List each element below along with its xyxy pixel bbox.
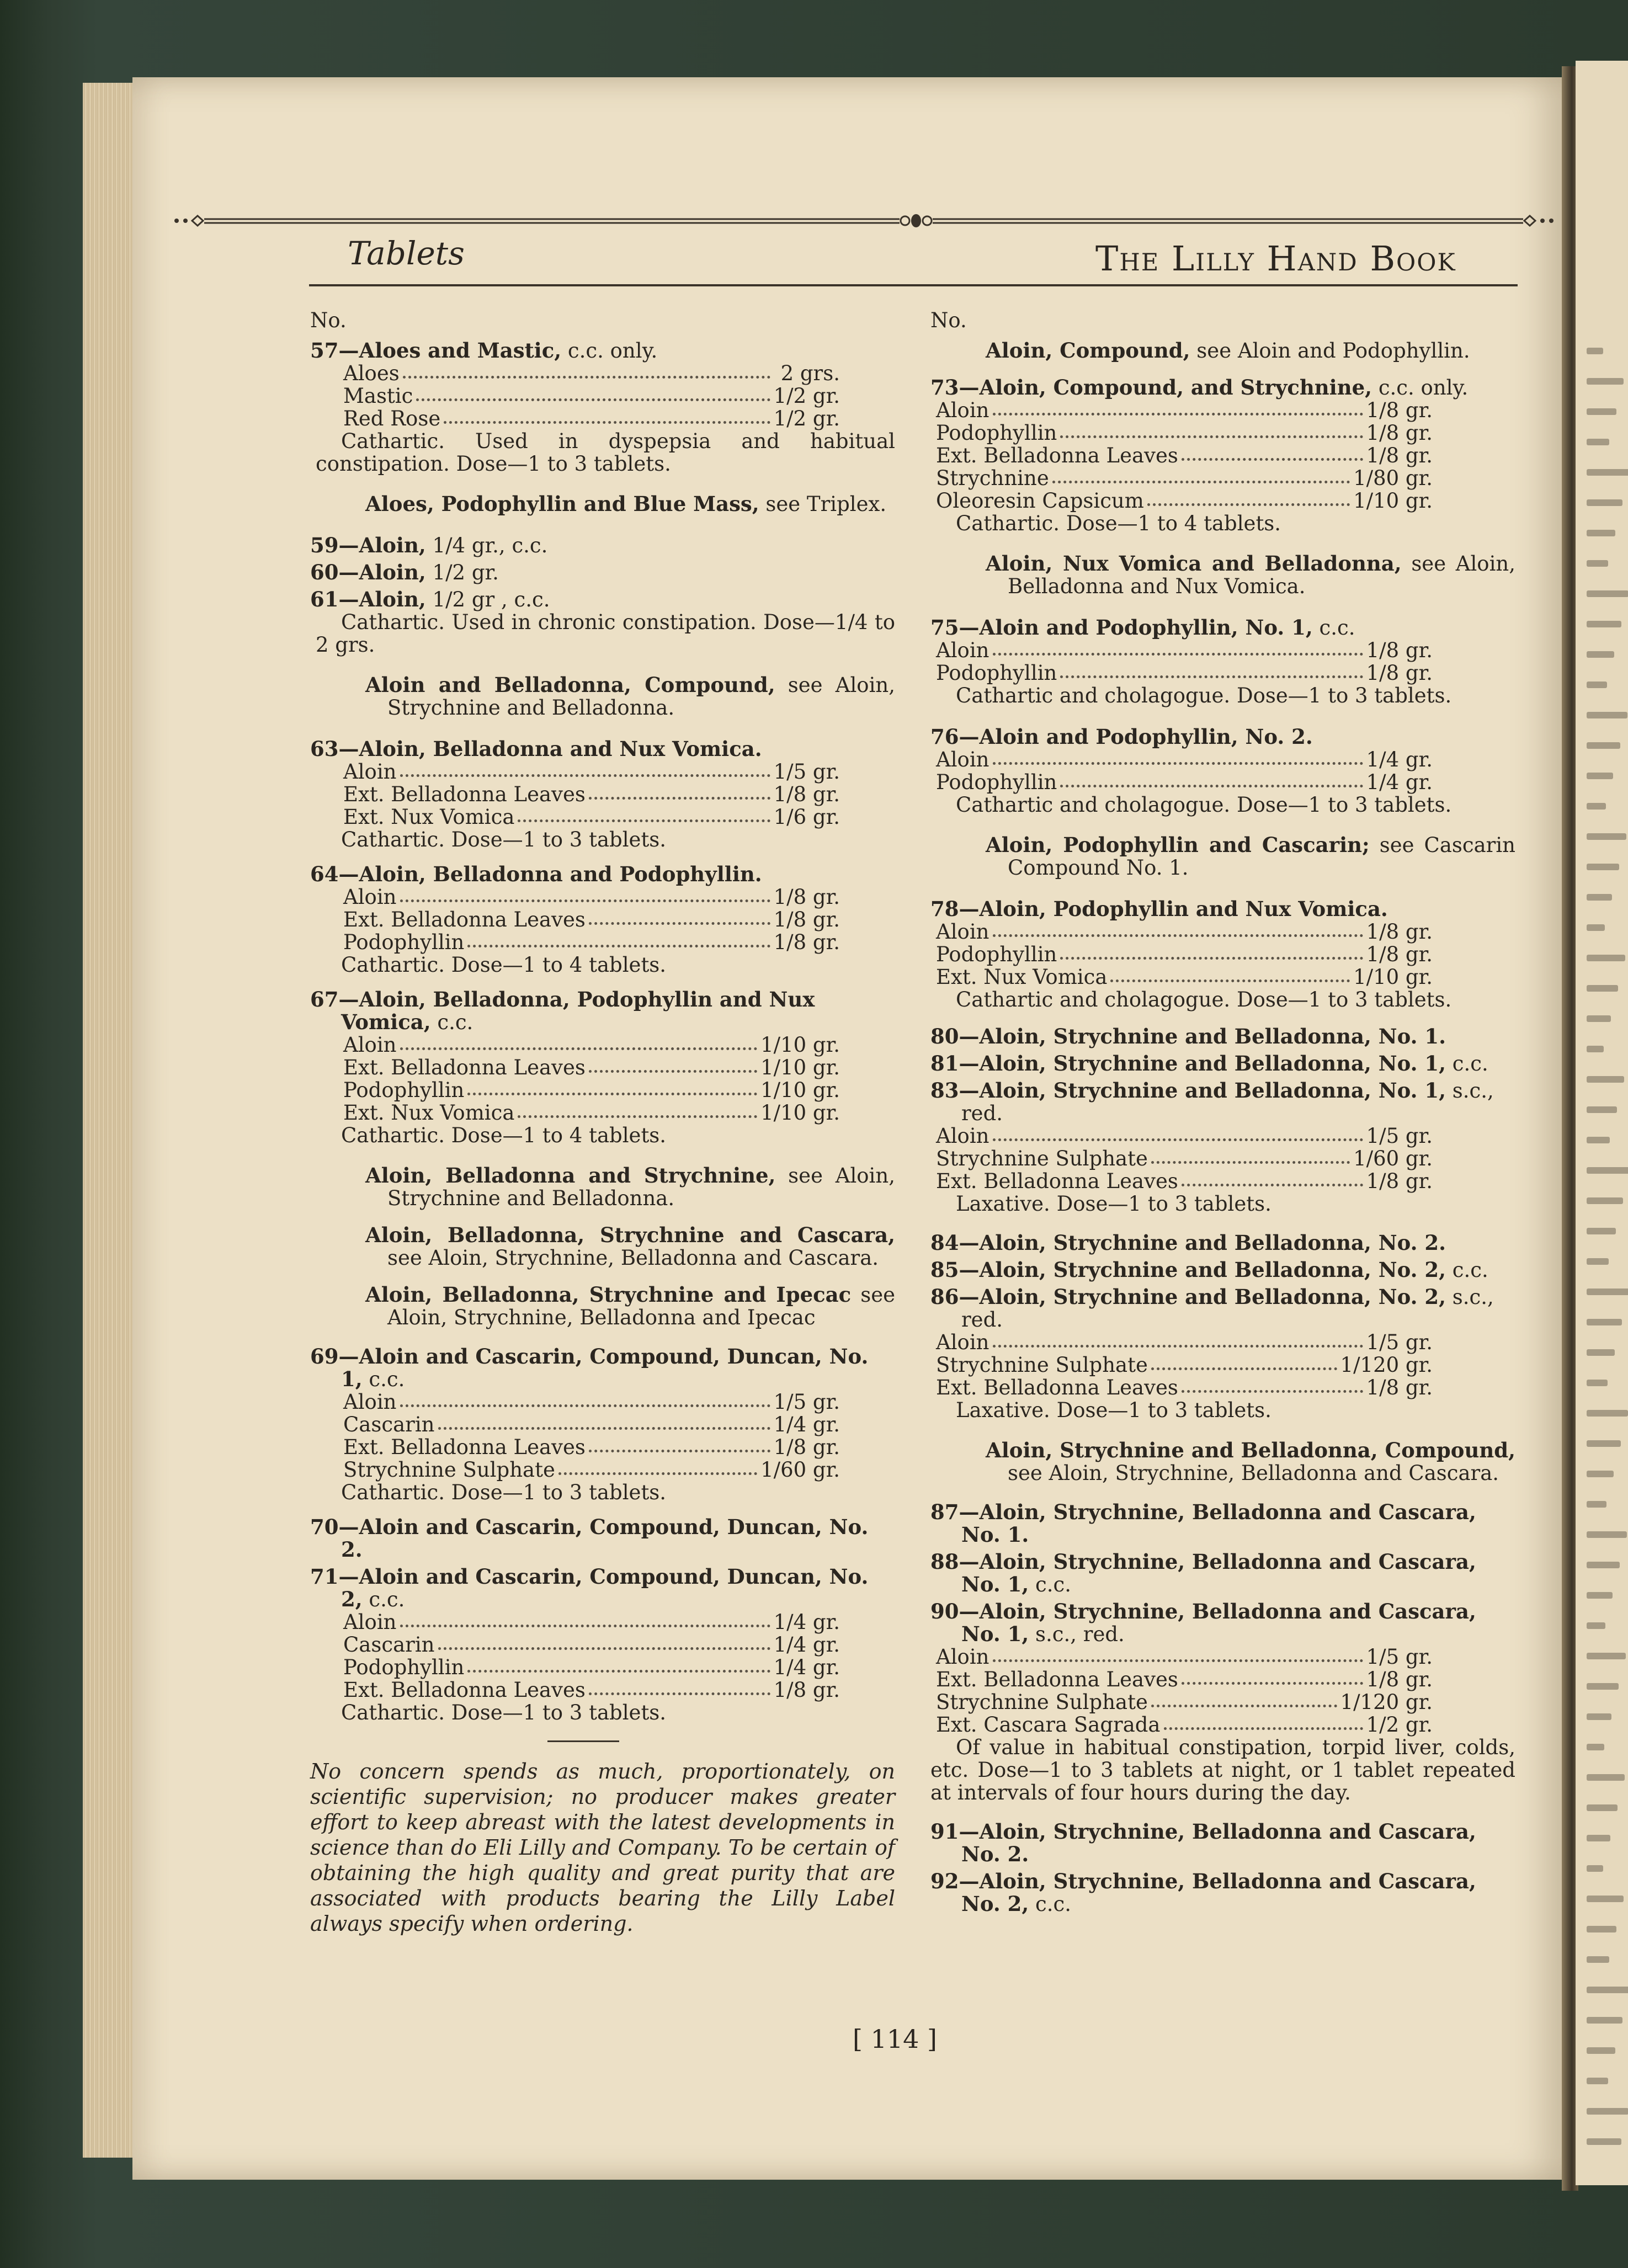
facing-page-text-fragment: [1587, 2047, 1615, 2054]
facing-page-text-fragment: [1587, 2078, 1608, 2084]
right-column: [930, 309, 1515, 1915]
entry-title: 63—Aloin, Belladonna and Nux Vomica.: [310, 737, 762, 761]
facing-page-text-fragment: [1587, 773, 1613, 779]
section-divider: [547, 1740, 619, 1742]
cross-reference: Aloin, Strychnine and Belladonna, Compound, see Aloin, Strychnine, Belladonna and Cascara.: [986, 1438, 1515, 1485]
entry-61: [310, 588, 895, 656]
ingredient-row: Podophyllin 1/8 gr.: [343, 930, 840, 954]
facing-page-text-fragment: [1587, 1926, 1616, 1932]
ingredient-row: Aloin 1/5 gr.: [936, 1330, 1433, 1354]
entry-71: [310, 1566, 895, 1724]
facing-page-text-fragment: [1587, 894, 1612, 901]
ingredient-row: Aloin 1/5 gr.: [936, 1124, 1433, 1148]
entry-title: 60—Aloin, 1/2 gr.: [310, 560, 499, 584]
entry-title: 69—Aloin and Cascarin, Compound, Duncan, No. 1, c.c.: [310, 1344, 869, 1391]
entry-note: Cathartic. Dose—1 to 3 tablets.: [341, 828, 667, 851]
ingredient-row: Strychnine 1/80 gr.: [936, 466, 1433, 490]
ingredient-row: Mastic 1/2 gr.: [343, 384, 840, 408]
ingredient-row: Aloin 1/5 gr.: [936, 1645, 1433, 1669]
ingredient-row: Strychnine Sulphate 1/120 gr.: [936, 1353, 1433, 1377]
facing-page-text-fragment: [1587, 1501, 1606, 1508]
entry-81: [930, 1052, 1515, 1075]
entry-title: 70—Aloin and Cascarin, Compound, Duncan, No. 2.: [310, 1515, 869, 1562]
entry-69: [310, 1345, 895, 1504]
ingredient-row: Aloin 1/8 gr.: [936, 638, 1433, 662]
facing-page-text-fragment: [1587, 530, 1615, 536]
cross-reference: Aloin, Podophyllin and Cascarin; see Cascarin Compound No. 1.: [986, 833, 1516, 880]
entry-title: 73—Aloin, Compound, and Strychnine, c.c. only.: [930, 375, 1469, 400]
facing-page-text-fragment: [1587, 1653, 1626, 1659]
number-label: No.: [930, 308, 967, 332]
facing-page-text-fragment: [1587, 1713, 1611, 1720]
facing-page-text-fragment: [1587, 348, 1603, 354]
entry-note: Cathartic. Dose—1 to 4 tablets.: [956, 512, 1281, 535]
entry-63: [310, 738, 895, 851]
facing-page-text-fragment: [1587, 1167, 1628, 1174]
entry-91: [930, 1820, 1515, 1866]
ingredient-row: Podophyllin 1/4 gr.: [936, 770, 1433, 794]
entry-title: 86—Aloin, Strychnine and Belladonna, No. 2, s.c., red.: [930, 1285, 1494, 1332]
facing-page-text-fragment: [1587, 1440, 1621, 1447]
facing-page-text-fragment: [1587, 651, 1614, 658]
facing-page-text-fragment: [1587, 1956, 1609, 1963]
ingredient-row: Ext. Nux Vomica 1/6 gr.: [343, 805, 840, 829]
ingredient-row: Aloin 1/4 gr.: [936, 748, 1433, 771]
facing-page-text-fragment: [1587, 742, 1620, 749]
facing-page-text-fragment: [1587, 955, 1625, 961]
ingredient-row: Red Rose 1/2 gr.: [343, 407, 840, 430]
entry-84: [930, 1232, 1515, 1254]
facing-page-text-fragment: [1587, 408, 1616, 415]
entry-57: [310, 339, 895, 475]
ingredient-row: Ext. Nux Vomica 1/10 gr.: [343, 1101, 840, 1125]
facing-page-text-fragment: [1587, 1835, 1610, 1841]
entry-87: [930, 1501, 1515, 1546]
entry-title: 90—Aloin, Strychnine, Belladonna and Cascara, No. 1, s.c., red.: [930, 1599, 1476, 1646]
cross-reference: Aloes, Podophyllin and Blue Mass, see Triplex.: [365, 492, 887, 516]
entry-note: Cathartic and cholagogue. Dose—1 to 3 tablets.: [956, 988, 1452, 1011]
book-title: The Lilly Hand Book: [1095, 238, 1456, 279]
ingredient-row: Aloes 2 grs.: [343, 361, 840, 385]
facing-page-text-fragment: [1587, 469, 1628, 476]
facing-page-text-fragment: [1587, 590, 1628, 597]
entry-73: [930, 376, 1515, 535]
entry-75: [930, 616, 1515, 707]
entry-90: [930, 1600, 1515, 1804]
cross-reference: Aloin, Belladonna and Strychnine, see Aloin, Strychnine and Belladonna.: [365, 1163, 895, 1210]
facing-page-text-fragment: [1587, 1896, 1624, 1902]
entry-title: 80—Aloin, Strychnine and Belladonna, No. 1.: [930, 1024, 1446, 1048]
facing-page-text-fragment: [1587, 1592, 1613, 1599]
ingredient-row: Ext. Belladonna Leaves 1/8 gr.: [936, 1668, 1433, 1691]
promo-paragraph: No concern spends as much, proportionately, on scientific supervision; no producer makes greater effort to keep abreast with the latest developments in science than do Eli Lilly and Company. To be certain of obtaining the high quality and great purity that are associated with products bearing the Lilly Label always specify when ordering.: [310, 1759, 895, 1936]
entry-80: [930, 1025, 1515, 1048]
facing-page-text-fragment: [1587, 1683, 1619, 1690]
entry-88: [930, 1551, 1515, 1596]
entry-76: [930, 726, 1515, 816]
ingredient-row: Ext. Nux Vomica 1/10 gr.: [936, 965, 1433, 989]
facing-page-text-fragment: [1587, 378, 1624, 385]
entry-83: [930, 1079, 1515, 1215]
entry-title: 78—Aloin, Podophyllin and Nux Vomica.: [930, 897, 1388, 921]
entry-note: Cathartic. Used in chronic constipation. Dose—1/4 to 2 grs.: [316, 610, 895, 657]
facing-page-text-fragment: [1587, 1804, 1618, 1811]
facing-page-text-fragment: [1587, 1046, 1604, 1052]
ingredient-row: Aloin 1/8 gr.: [936, 398, 1433, 422]
entry-note: Cathartic. Dose—1 to 4 tablets.: [341, 953, 667, 977]
ingredient-row: Ext. Belladonna Leaves 1/8 gr.: [936, 444, 1433, 467]
entry-59: [310, 534, 895, 557]
section-title: Tablets: [348, 235, 465, 272]
ingredient-row: Aloin 1/10 gr.: [343, 1033, 840, 1057]
ingredient-row: Strychnine Sulphate 1/60 gr.: [936, 1147, 1433, 1170]
ingredient-row: Aloin 1/8 gr.: [343, 885, 840, 909]
ingredient-row: Aloin 1/5 gr.: [343, 760, 840, 784]
facing-page-text-fragment: [1587, 803, 1606, 810]
ingredient-row: Podophyllin 1/4 gr.: [343, 1655, 840, 1679]
facing-page-text-fragment: [1587, 712, 1627, 718]
entry-92: [930, 1870, 1515, 1915]
facing-page-text-fragment: [1587, 1289, 1628, 1295]
entry-title: 81—Aloin, Strychnine and Belladonna, No. 1, c.c.: [930, 1051, 1488, 1076]
entry-note: Cathartic and cholagogue. Dose—1 to 3 tablets.: [956, 793, 1452, 817]
entry-title: 83—Aloin, Strychnine and Belladonna, No. 1, s.c., red.: [930, 1078, 1494, 1125]
facing-page-text-fragment: [1587, 1349, 1615, 1356]
ingredient-row: Ext. Belladonna Leaves 1/10 gr.: [343, 1056, 840, 1079]
entry-note: Cathartic. Dose—1 to 4 tablets.: [341, 1124, 667, 1147]
entry-title: 91—Aloin, Strychnine, Belladonna and Cascara, No. 2.: [930, 1819, 1476, 1866]
ingredient-row: Ext. Belladonna Leaves 1/8 gr.: [343, 1435, 840, 1459]
entry-title: 61—Aloin, 1/2 gr , c.c.: [310, 587, 550, 611]
facing-page-text-fragment: [1587, 2138, 1621, 2145]
facing-page-text-fragment: [1587, 833, 1626, 840]
facing-page-text-fragment: [1587, 1410, 1628, 1417]
facing-page-text-fragment: [1587, 1228, 1616, 1234]
ingredient-row: Podophyllin 1/8 gr.: [936, 421, 1433, 445]
facing-page-text-fragment: [1587, 560, 1608, 567]
ingredient-row: Podophyllin 1/8 gr.: [936, 943, 1433, 966]
entry-title: 59—Aloin, 1/4 gr., c.c.: [310, 533, 548, 557]
facing-page-text-fragment: [1587, 499, 1622, 506]
ingredient-row: Aloin 1/4 gr.: [343, 1610, 840, 1634]
facing-page-text-fragment: [1587, 621, 1621, 627]
facing-page-text-fragment: [1587, 924, 1605, 931]
ingredient-row: Strychnine Sulphate 1/120 gr.: [936, 1690, 1433, 1714]
facing-page-text-fragment: [1587, 439, 1609, 445]
entry-title: 64—Aloin, Belladonna and Podophyllin.: [310, 862, 762, 886]
entry-title: 76—Aloin and Podophyllin, No. 2.: [930, 725, 1313, 749]
facing-page-text-fragment: [1587, 1076, 1624, 1083]
entry-note: Laxative. Dose—1 to 3 tablets.: [956, 1398, 1271, 1422]
ingredient-row: Podophyllin 1/8 gr.: [936, 661, 1433, 685]
entry-title: 57—Aloes and Mastic, c.c. only.: [310, 338, 658, 363]
entry-note: Laxative. Dose—1 to 3 tablets.: [956, 1192, 1271, 1216]
page-number: [ 114 ]: [853, 2024, 937, 2054]
facing-page-text-fragment: [1587, 1106, 1617, 1113]
entry-note: Cathartic. Dose—1 to 3 tablets.: [341, 1481, 667, 1504]
ingredient-row: Cascarin 1/4 gr.: [343, 1413, 840, 1436]
facing-page-text-fragment: [1587, 1987, 1628, 1993]
entry-60: [310, 561, 895, 584]
facing-page-text-fragment: [1587, 1471, 1614, 1477]
facing-page-text-fragment: [1587, 1865, 1603, 1872]
entry-title: 85—Aloin, Strychnine and Belladonna, No. 2, c.c.: [930, 1258, 1488, 1282]
facing-page-text-fragment: [1587, 1774, 1625, 1781]
ingredient-row: Oleoresin Capsicum 1/10 gr.: [936, 489, 1433, 513]
facing-page-text-fragment: [1587, 864, 1619, 870]
entry-note: Cathartic and cholagogue. Dose—1 to 3 tablets.: [956, 684, 1452, 707]
entry-64: [310, 863, 895, 976]
ingredient-row: Ext. Belladonna Leaves 1/8 gr.: [343, 1678, 840, 1702]
entry-title: 92—Aloin, Strychnine, Belladonna and Cascara, No. 2, c.c.: [930, 1869, 1476, 1916]
facing-page-text-fragment: [1587, 1562, 1620, 1568]
facing-page-text-fragment: [1587, 985, 1618, 992]
page-edges: [83, 83, 135, 2158]
cross-reference: Aloin, Compound, see Aloin and Podophyllin.: [986, 338, 1470, 363]
ingredient-row: Aloin 1/5 gr.: [343, 1390, 840, 1414]
entry-67: [310, 988, 895, 1147]
entry-title: 75—Aloin and Podophyllin, No. 1, c.c.: [930, 615, 1355, 640]
header-rule: [309, 284, 1518, 286]
facing-page-text-fragment: [1587, 2108, 1628, 2115]
ingredient-row: Aloin 1/8 gr.: [936, 920, 1433, 944]
cross-reference: Aloin, Nux Vomica and Belladonna, see Aloin, Belladonna and Nux Vomica.: [986, 551, 1515, 598]
facing-page-text-fragment: [1587, 682, 1607, 688]
entry-title: 84—Aloin, Strychnine and Belladonna, No. 2.: [930, 1231, 1446, 1255]
facing-page-text-fragment: [1587, 1622, 1605, 1629]
entry-title: 88—Aloin, Strychnine, Belladonna and Cascara, No. 1, c.c.: [930, 1550, 1476, 1596]
facing-page-text-fragment: [1587, 1137, 1610, 1143]
ingredient-row: Ext. Belladonna Leaves 1/8 gr.: [343, 908, 840, 931]
facing-page-text-fragment: [1587, 1258, 1609, 1265]
entry-86: [930, 1286, 1515, 1422]
ingredient-row: Podophyllin 1/10 gr.: [343, 1078, 840, 1102]
entry-78: [930, 898, 1515, 1011]
facing-page-edge: [1576, 61, 1628, 2185]
entry-title: 71—Aloin and Cascarin, Compound, Duncan, No. 2, c.c.: [310, 1564, 869, 1611]
facing-page-text-fragment: [1587, 1197, 1623, 1204]
ingredient-row: Strychnine Sulphate 1/60 gr.: [343, 1458, 840, 1482]
number-label: No.: [310, 308, 347, 332]
cross-reference: Aloin, Belladonna, Strychnine and Cascara, see Aloin, Strychnine, Belladonna and Cascara.: [365, 1223, 895, 1270]
entry-title: 87—Aloin, Strychnine, Belladonna and Cascara, No. 1.: [930, 1500, 1476, 1547]
entry-70: [310, 1516, 895, 1561]
entry-title: 67—Aloin, Belladonna, Podophyllin and Nux Vomica, c.c.: [310, 987, 815, 1034]
ingredient-row: Ext. Belladonna Leaves 1/8 gr.: [936, 1169, 1433, 1193]
facing-page-text-fragment: [1587, 2017, 1622, 2024]
header-ornament: [166, 212, 1559, 229]
entry-85: [930, 1259, 1515, 1281]
ingredient-row: Ext. Cascara Sagrada 1/2 gr.: [936, 1713, 1433, 1737]
facing-page-text-fragment: [1587, 1744, 1604, 1750]
cross-reference: Aloin, Belladonna, Strychnine and Ipecac see Aloin, Strychnine, Belladonna and Ipecac: [365, 1282, 895, 1329]
entry-note: Of value in habitual constipation, torpid liver, colds, etc. Dose—1 to 3 tablets at night, or 1 tablet repeated at intervals of four hours during the day.: [930, 1735, 1515, 1804]
entry-note: Cathartic. Used in dyspepsia and habitual constipation. Dose—1 to 3 tablets.: [316, 429, 895, 476]
ingredient-row: Cascarin 1/4 gr.: [343, 1633, 840, 1657]
facing-page-text-fragment: [1587, 1319, 1622, 1325]
facing-page-text-fragment: [1587, 1380, 1608, 1386]
facing-page-text-fragment: [1587, 1015, 1611, 1022]
ingredient-row: Ext. Belladonna Leaves 1/8 gr.: [936, 1376, 1433, 1399]
ingredient-row: Ext. Belladonna Leaves 1/8 gr.: [343, 782, 840, 806]
entry-note: Cathartic. Dose—1 to 3 tablets.: [341, 1701, 667, 1724]
facing-page-text-fragment: [1587, 1531, 1627, 1538]
left-column: [310, 309, 895, 1936]
cross-reference: Aloin and Belladonna, Compound, see Aloin, Strychnine and Belladonna.: [365, 673, 895, 720]
